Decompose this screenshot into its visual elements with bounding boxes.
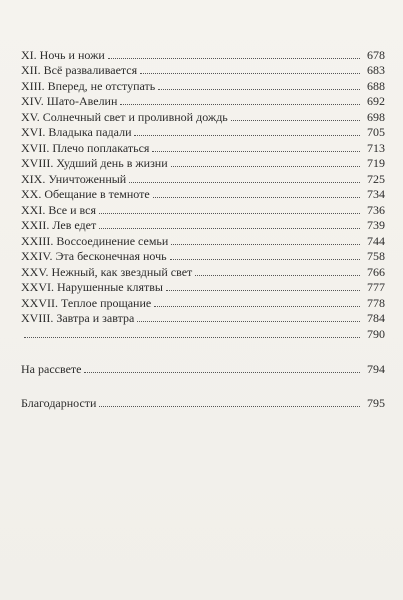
toc-entry xyxy=(21,186,385,202)
dot-leader xyxy=(99,228,360,229)
page-number: 736 xyxy=(367,202,385,217)
page-number: 758 xyxy=(367,249,385,263)
dot-leader xyxy=(231,120,360,121)
toc-entry xyxy=(21,108,385,124)
page-number: 766 xyxy=(367,264,385,279)
chapter-title: XV. Солнечный свет и проливной дождь xyxy=(21,109,228,124)
page-number: 739 xyxy=(367,218,385,232)
chapter-title: XIII. Вперед, не отступать xyxy=(21,78,156,93)
toc-entry xyxy=(21,170,385,186)
dot-leader xyxy=(84,372,360,373)
chapter-title: XX. Обещание в темноте xyxy=(21,187,150,201)
page-number: 777 xyxy=(367,280,385,294)
toc-entry xyxy=(21,155,385,171)
chapter-title: XIV. Шато-Авелин xyxy=(21,94,118,108)
toc-entry-epilogue xyxy=(21,361,385,377)
toc-entry xyxy=(21,248,385,264)
dot-leader xyxy=(108,58,360,59)
toc-entry xyxy=(21,325,385,341)
toc-entry xyxy=(21,46,385,62)
toc-entry xyxy=(21,263,385,279)
toc-entry xyxy=(21,62,385,78)
dot-leader xyxy=(166,290,360,291)
toc-entry xyxy=(21,124,385,140)
chapter-title: XIX. Уничтоженный xyxy=(21,171,127,186)
dot-leader xyxy=(134,135,360,136)
page-number: 692 xyxy=(367,94,385,108)
chapter-title: XXIII. Воссоединение семьи xyxy=(21,233,169,248)
dot-leader xyxy=(153,197,360,198)
dot-leader xyxy=(140,73,360,74)
toc-entry xyxy=(21,139,385,155)
dot-leader xyxy=(195,275,360,276)
dot-leader xyxy=(158,89,360,90)
page-number: 790 xyxy=(367,326,385,341)
page-number: 698 xyxy=(367,109,385,124)
toc-entry xyxy=(21,310,385,326)
page-number: 705 xyxy=(367,125,385,139)
page-number: 688 xyxy=(367,78,385,93)
chapter-title: XVII. Плечо поплакаться xyxy=(21,140,150,155)
page-number: 778 xyxy=(367,295,385,310)
chapter-title: XVI. Владыка падали xyxy=(21,125,132,139)
chapter-title: XXII. Лев едет xyxy=(21,218,97,232)
toc-entry-acknowledgements xyxy=(21,394,385,410)
page-number: 795 xyxy=(367,395,385,410)
page-number: 719 xyxy=(367,156,385,170)
dot-leader xyxy=(152,151,360,152)
table-of-contents xyxy=(21,46,385,410)
page-number: 794 xyxy=(367,362,385,376)
page-number: 683 xyxy=(367,63,385,77)
chapter-title: XXVII. Теплое прощание xyxy=(21,295,152,310)
toc-entry xyxy=(21,294,385,310)
dot-leader xyxy=(99,213,360,214)
toc-entry xyxy=(21,201,385,217)
toc-entry xyxy=(21,217,385,233)
chapter-title: XVIII. Худший день в жизни xyxy=(21,156,168,170)
toc-entry xyxy=(21,232,385,248)
dot-leader xyxy=(120,104,360,105)
dot-leader xyxy=(154,306,360,307)
chapter-title: XI. Ночь и ножи xyxy=(21,47,105,62)
page-number: 784 xyxy=(367,311,385,325)
dot-leader xyxy=(137,321,360,322)
page-number: 713 xyxy=(367,140,385,155)
dot-leader xyxy=(99,406,360,407)
dot-leader xyxy=(24,337,360,338)
dot-leader xyxy=(170,259,360,260)
dot-leader xyxy=(171,244,360,245)
toc-entry xyxy=(21,93,385,109)
epilogue-title: На рассвете xyxy=(21,362,82,376)
dot-leader xyxy=(129,182,360,183)
chapter-title: XXI. Все и вся xyxy=(21,202,96,217)
chapter-title: XII. Всё разваливается xyxy=(21,63,138,77)
page-number: 678 xyxy=(367,47,385,62)
page-number: 734 xyxy=(367,187,385,201)
dot-leader xyxy=(171,166,360,167)
chapter-title: XXIV. Эта бесконечная ночь xyxy=(21,249,167,263)
page-number: 744 xyxy=(367,233,385,248)
chapter-title: XXVI. Нарушенные клятвы xyxy=(21,280,163,294)
toc-entry xyxy=(21,279,385,295)
chapter-title: XXV. Нежный, как звездный свет xyxy=(21,264,193,279)
page-number: 725 xyxy=(367,171,385,186)
toc-entry xyxy=(21,77,385,93)
acknowledgements-title: Благодарности xyxy=(21,395,97,410)
chapter-title: XVIII. Завтра и завтра xyxy=(21,311,135,325)
